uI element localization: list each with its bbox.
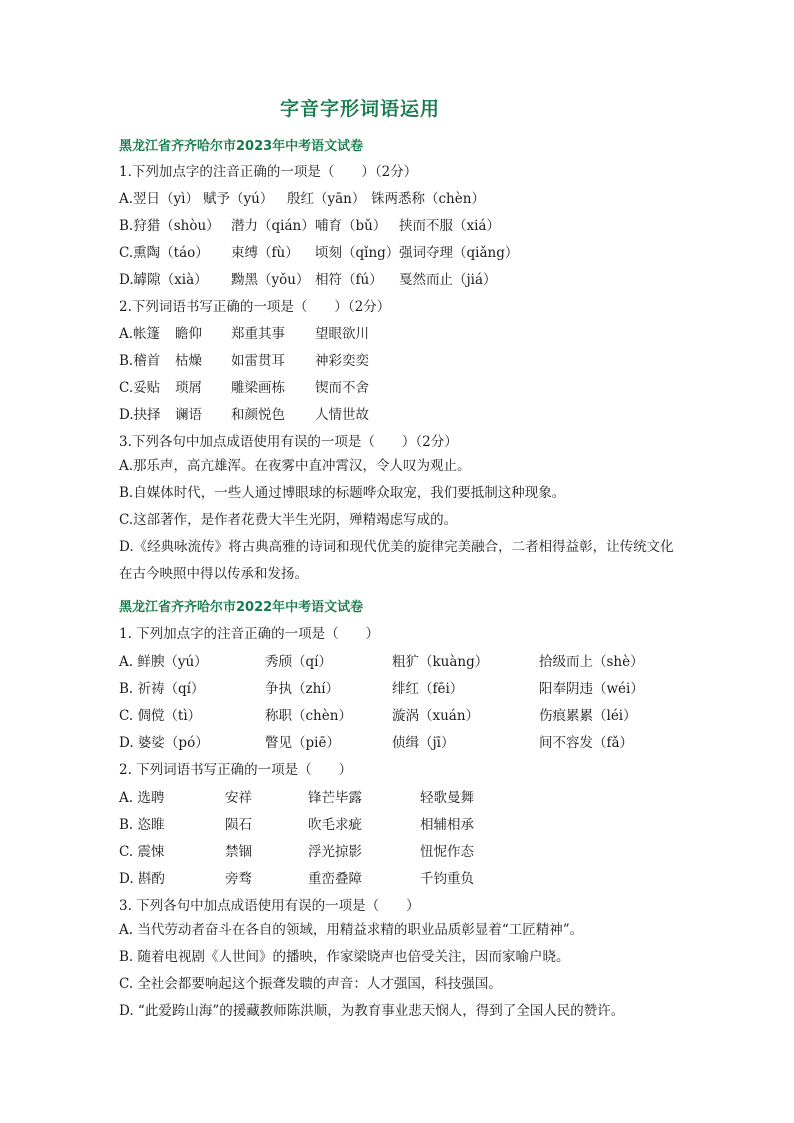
option-item: 忸怩作态 <box>420 844 474 860</box>
option-item: 瞥见（piē） <box>265 735 340 751</box>
option-item: 粗犷（kuàng） <box>392 654 489 670</box>
option-item: 旁骛 <box>225 871 252 887</box>
option-item: 相符（fú） <box>315 272 383 288</box>
page-title: 字音字形词语运用 <box>279 98 440 120</box>
option-sentence: D.《经典咏流传》将古典高雅的诗词和现代优美的旋律完美融合，二者相得益彰，让传统文化在古今映照中得以传承和发扬。 <box>119 539 674 582</box>
option-item: 郑重其事 <box>231 326 285 342</box>
option-item: 戛然而止（jiá） <box>399 272 497 288</box>
option-sentence: B. 随着电视剧《人世间》的播映，作家梁晓声也倍受关注，因而家喻户晓。 <box>119 949 570 965</box>
section-heading-2022: 黑龙江省齐齐哈尔市2022年中考语文试卷 <box>119 600 364 615</box>
option-item: 琐屑 <box>175 380 202 396</box>
section-heading-2023: 黑龙江省齐齐哈尔市2023年中考语文试卷 <box>119 139 364 154</box>
question-stem: 2. 下列词语书写正确的一项是（ ） <box>119 762 353 778</box>
option-item: 争执（zhí） <box>265 681 340 697</box>
option-item: 如雷贯耳 <box>231 353 285 369</box>
option-item: 挟而不服（xiá） <box>399 218 500 234</box>
option-item: B.狩猎（shòu） <box>119 218 220 234</box>
option-item: 千钧重负 <box>420 871 474 887</box>
option-item: 漩涡（xuán） <box>392 708 480 724</box>
option-item: 谰语 <box>175 407 202 423</box>
option-item: 锋芒毕露 <box>308 790 362 806</box>
option-item: 望眼欲川 <box>315 326 369 342</box>
option-item: 侦缉（jī） <box>392 735 455 751</box>
option-item: D. 斟酌 <box>119 871 165 887</box>
option-item: 称职（chèn） <box>265 708 352 724</box>
option-item: 人情世故 <box>315 407 369 423</box>
option-sentence: B.自媒体时代，一些人通过博眼球的标题哗众取宠，我们要抵制这种现象。 <box>119 485 566 501</box>
option-item: 强词夺理（qiǎng） <box>399 245 519 261</box>
option-item: 枯燥 <box>175 353 202 369</box>
option-item: 伤痕累累（léi） <box>539 708 637 724</box>
option-item: 禁锢 <box>225 844 252 860</box>
option-item: C.熏陶（táo） <box>119 245 209 261</box>
option-item: 神彩奕奕 <box>315 353 369 369</box>
option-item: 浮光掠影 <box>308 844 362 860</box>
option-item: A.帐篷 <box>119 326 161 342</box>
option-item: 黝黑（yǒu） <box>231 272 310 288</box>
question-options <box>119 453 684 588</box>
option-item: D. 婆娑（pó） <box>119 735 209 751</box>
option-item: 铢两悉称（chèn） <box>371 191 485 207</box>
option-item: 锲而不舍 <box>315 380 369 396</box>
option-item: 束缚（fù） <box>231 245 299 261</box>
question-stem: 3. 下列各句中加点成语使用有误的一项是（ ） <box>119 898 420 914</box>
question-stem: 1. 下列加点字的注音正确的一项是（ ） <box>119 626 380 642</box>
option-item: A. 选聘 <box>119 790 165 806</box>
option-item: 雕梁画栋 <box>231 380 285 396</box>
option-item: 殷红（yān） <box>287 191 366 207</box>
option-item: 秀颀（qí） <box>265 654 332 670</box>
option-item: 阳奉阴违（wéi） <box>539 681 644 697</box>
option-item: 轻歌曼舞 <box>420 790 474 806</box>
option-item: A.翌日（yì） <box>119 191 199 207</box>
option-item: 哺育（bǔ） <box>315 218 387 234</box>
question-stem: 1.下列加点字的注音正确的一项是（ ）（2分） <box>119 164 418 180</box>
option-item: 吹毛求疵 <box>308 817 362 833</box>
option-sentence: A. 当代劳动者奋斗在各自的领域，用精益求精的职业品质彰显着“工匠精神”。 <box>119 922 584 938</box>
option-sentence: C.这部著作，是作者花费大半生光阴，殚精竭虑写成的。 <box>119 512 458 528</box>
option-item: 拾级而上（shè） <box>539 654 644 670</box>
option-sentence: D. “此爱跨山海”的援藏教师陈洪顺，为教育事业悲天悯人，得到了全国人民的赞许。 <box>119 1003 625 1019</box>
option-item: C. 震悚 <box>119 844 165 860</box>
option-sentence: C. 全社会都要响起这个振聋发聩的声音：人才强国，科技强国。 <box>119 976 502 992</box>
option-item: A. 鲜腴（yú） <box>119 654 208 670</box>
option-item: 赋予（yú） <box>203 191 274 207</box>
option-item: D.抉择 <box>119 407 161 423</box>
question-options <box>119 917 684 1025</box>
option-item: B. 祈祷（qí） <box>119 681 205 697</box>
option-sentence: A.那乐声，高亢雄浑。在夜雾中直冲霄汉，令人叹为观止。 <box>119 458 471 474</box>
option-item: 陨石 <box>225 817 252 833</box>
question-stem: 3.下列各句中加点成语使用有误的一项是（ ）（2分） <box>119 434 458 450</box>
option-item: 瞻仰 <box>175 326 202 342</box>
option-item: 重峦叠障 <box>308 871 362 887</box>
option-item: 顷刻（qǐng） <box>315 245 400 261</box>
option-item: D.罅隙（xià） <box>119 272 208 288</box>
option-item: C. 倜傥（tì） <box>119 708 202 724</box>
question-stem: 2.下列词语书写正确的一项是（ ）（2分） <box>119 299 391 315</box>
option-item: 间不容发（fǎ） <box>539 735 634 751</box>
option-item: 潜力（qián） <box>231 218 315 234</box>
option-item: 和颜悦色 <box>231 407 285 423</box>
option-item: 相辅相承 <box>420 817 474 833</box>
option-item: 绯红（fēi） <box>392 681 464 697</box>
option-item: B. 恣睢 <box>119 817 165 833</box>
option-item: C.妥贴 <box>119 380 161 396</box>
option-item: 安祥 <box>225 790 252 806</box>
option-item: B.稽首 <box>119 353 161 369</box>
